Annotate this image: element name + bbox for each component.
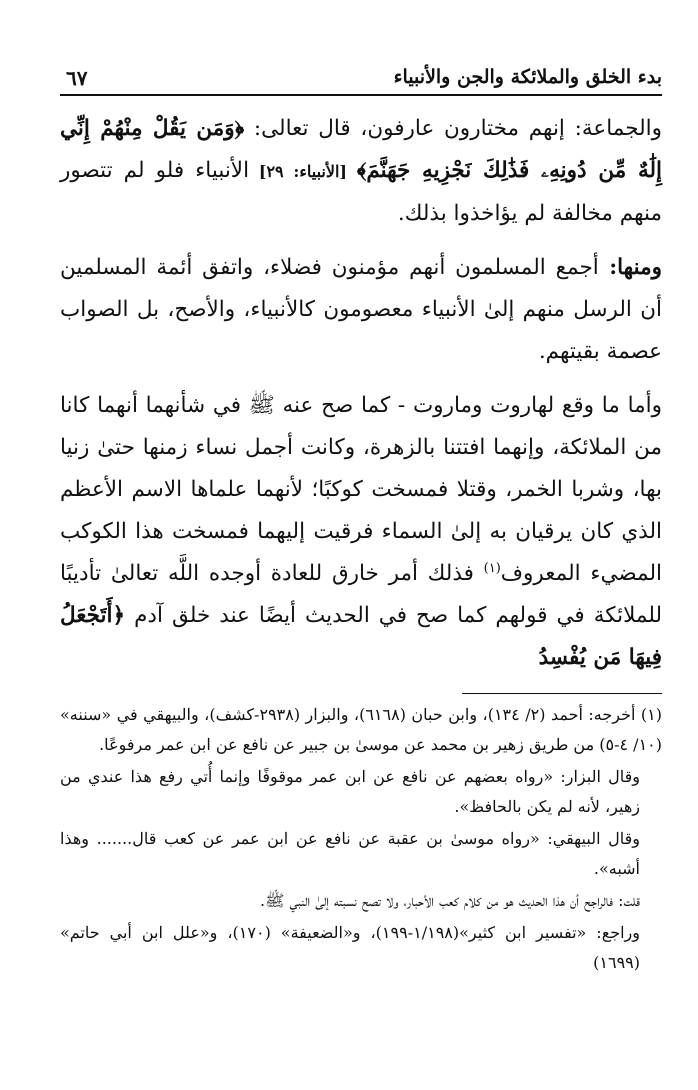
footnotes xyxy=(60,700,662,978)
footnote-note: وقال البيهقي: «رواه موسىٰ بن عقبة عن نافع عن ابن عمر عن كعب قال....... وهذا أشبه». xyxy=(60,829,640,878)
paragraph-1-text-b: الأنبياء فلو لم تتصور منهم مخالفة لم يؤاخذوا بذلك. xyxy=(60,158,662,226)
page-number: ٦٧ xyxy=(66,66,88,90)
paragraph-2 xyxy=(60,247,662,373)
footnote-note: وقال البزار: «رواه بعضهم عن نافع عن ابن عمر موقوفًا وإنما أُتي رفع هذا عندي من زهير، لأنه لم يكن بالحافظ». xyxy=(60,767,640,816)
quran-verse-2: ﴿أَتَجْعَلُ فِيهَا مَن يُفْسِدُ xyxy=(60,603,662,670)
paragraph-2-text: أجمع المسلمون أنهم مؤمنون فضلاء، واتفق أئمة المسلمين أن الرسل منهم إلىٰ الأنبياء معصومون كالأنبياء، والأصح، بل الصواب عصمة بقيتهم. xyxy=(60,255,662,364)
paragraph-3-text-a: وأما ما وقع لهاروت وماروت - كما صح عنه ﷺ في شأنهما أنهما كانا من الملائكة، وإنهما افتتنا بالزهرة، وكانت أجمل نساء زمنها حتىٰ زنيا بها، وشربا الخمر، وقتلا فمسخت كوكبًا؛ لأنهما علماها الاسم الأعظم الذي كان يرقيان به إلىٰ السماء فرقيت إليهما فمسخت هذا الكوكب المضيء المعروف xyxy=(60,393,662,586)
paragraph-2-lead: ومنها: xyxy=(598,255,662,280)
paragraph-1 xyxy=(60,108,662,235)
footnote-note: قلت: فالراجح أن هذا الحديث هو من كلام كعب الأحبار، ولا تصح نسبته إلىٰ النبي ﷺ. xyxy=(260,891,640,910)
verse-reference: [الأنبياء: ٢٩] xyxy=(249,162,357,181)
paragraph-1-text-a: والجماعة: إنهم مختارون عارفون، قال تعالى: xyxy=(244,116,662,141)
footnote-marker[interactable]: (١) xyxy=(483,560,501,576)
book-page xyxy=(60,60,662,980)
page-header xyxy=(60,60,662,96)
main-text xyxy=(60,108,662,679)
paragraph-3 xyxy=(60,385,662,679)
paragraph-3-text-b: فذلك أمر خارق للعادة أوجده اللَّه تعالىٰ تأديبًا للملائكة في قولهم كما صح في الحديث أيضًا عند خلق آدم xyxy=(60,561,662,628)
quran-verse: ﴿وَمَن يَقُلْ مِنْهُمْ إِنِّي إِلَٰهٌ مِّن دُونِهِۦ فَذَٰلِكَ نَجْزِيهِ جَهَنَّمَ﴾ xyxy=(60,116,663,183)
footnote-divider xyxy=(462,693,662,694)
running-title: بدء الخلق والملائكة والجن والأنبياء xyxy=(393,66,662,88)
footnote-1: (١) أخرجه: أحمد (٢/ ١٣٤)، وابن حبان (٦١٦٨)، والبزار (٢٩٣٨-كشف)، والبيهقي في «سننه» (١٠/ ٤-٥) من طريق زهير بن محمد عن موسىٰ بن جبير عن نافع عن ابن عمر مرفوعًا. xyxy=(60,705,663,754)
footnote-note: وراجع: «تفسير ابن كثير»(١/١٩٨-١٩٩)، و«الضعيفة» (١٧٠)، و«علل ابن أبي حاتم» (١٦٩٩) xyxy=(60,923,640,972)
